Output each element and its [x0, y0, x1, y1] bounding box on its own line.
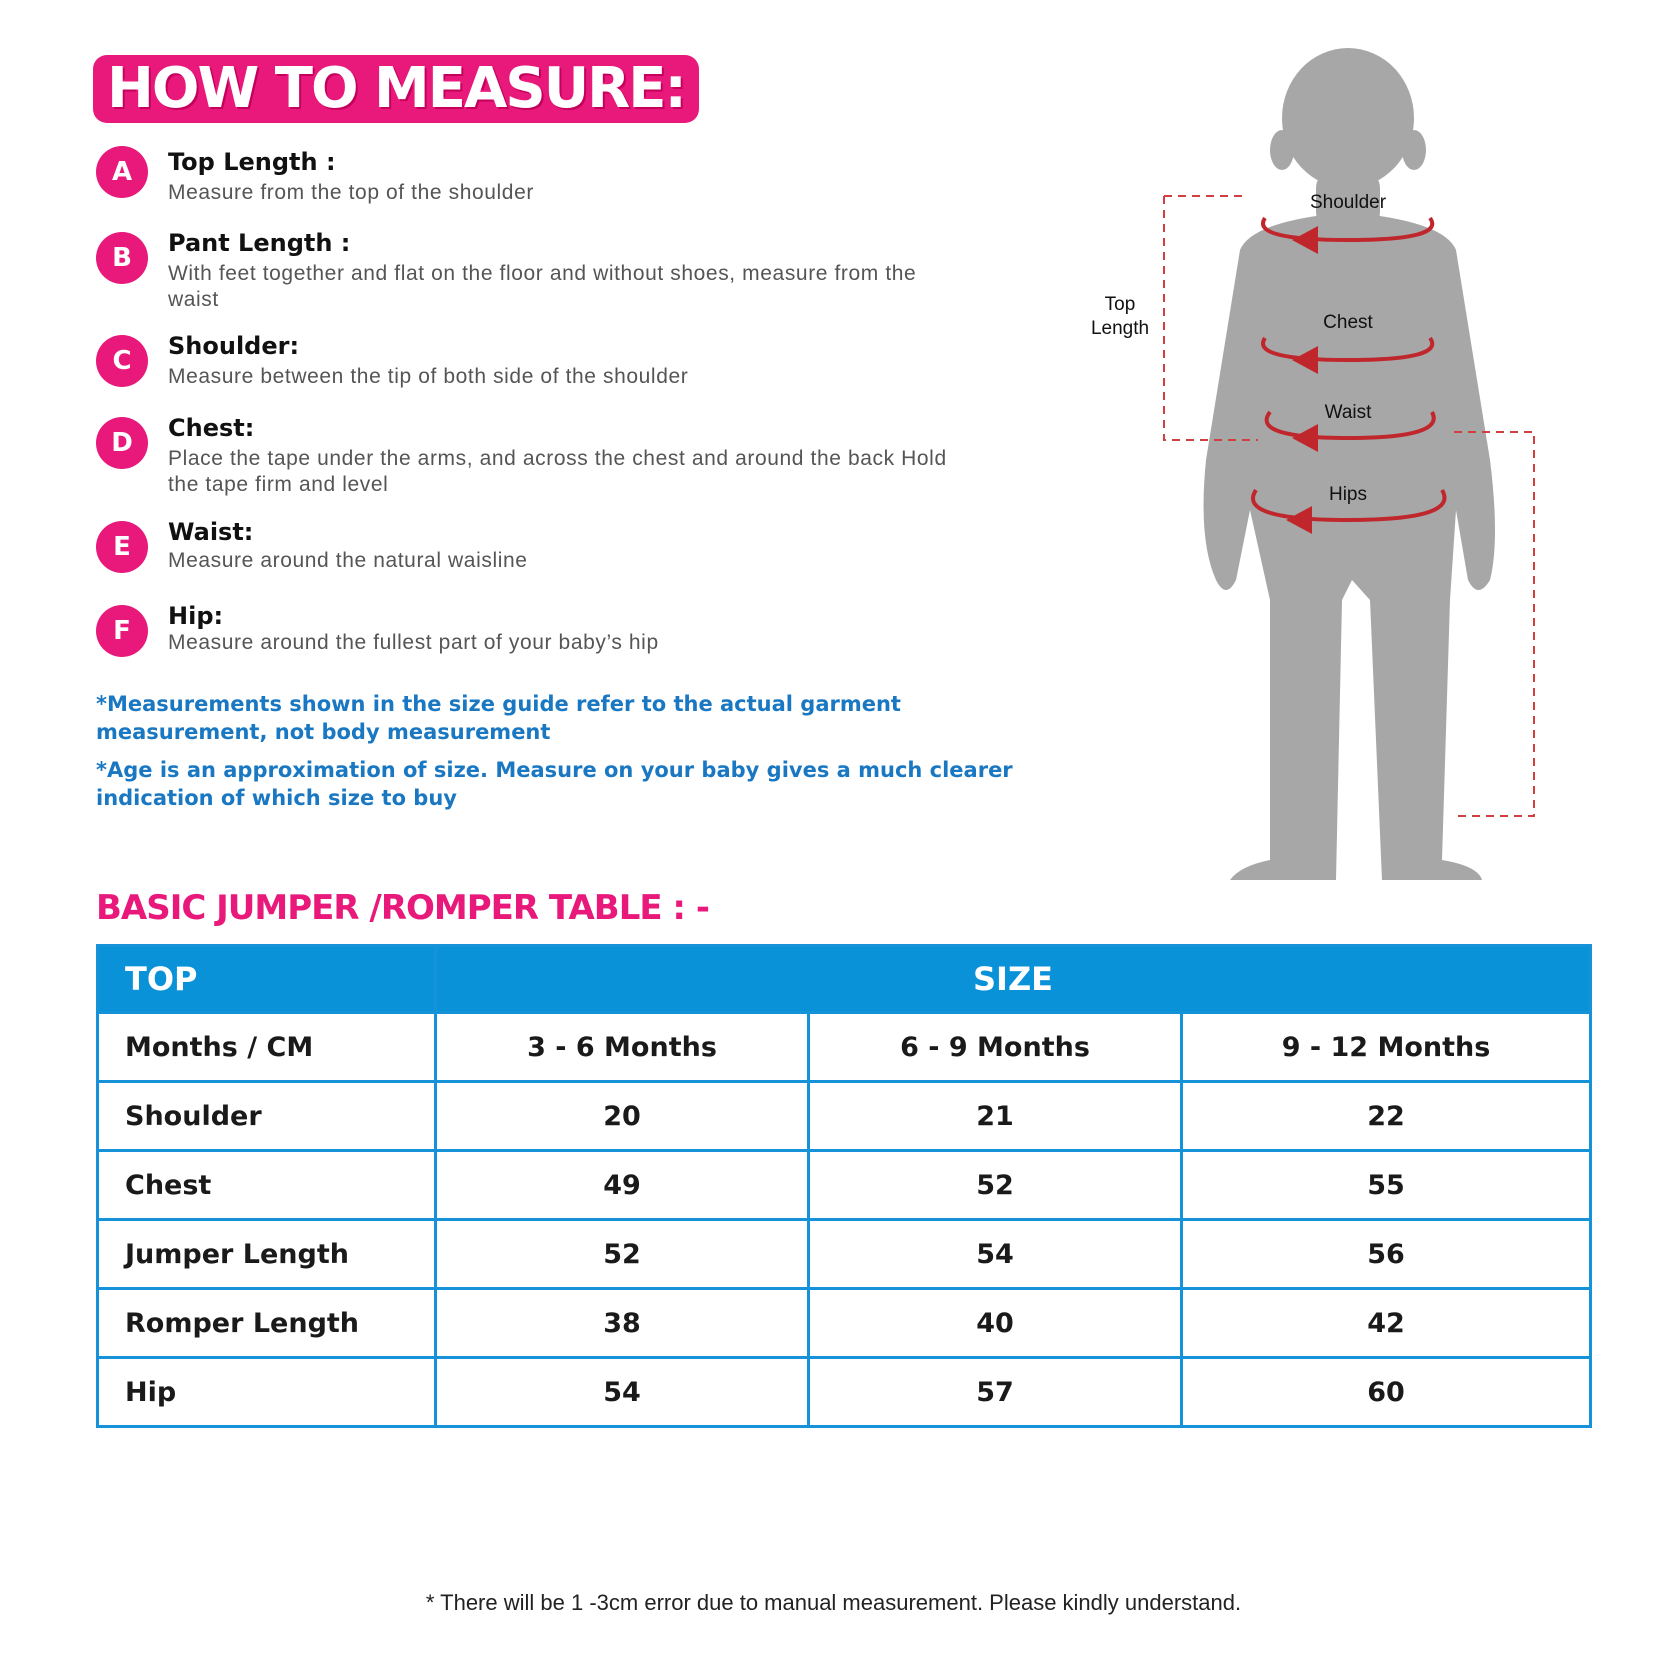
table-cell: 20 [436, 1082, 809, 1151]
row-label: Jumper Length [98, 1220, 436, 1289]
child-body-figure [1080, 40, 1640, 880]
table-cell: 40 [809, 1289, 1182, 1358]
table-row [98, 1289, 1591, 1358]
footnote: * There will be 1 -3cm error due to manual measurement. Please kindly understand. [425, 1590, 1242, 1615]
row-label: Shoulder [98, 1082, 436, 1151]
column-header: 9 - 12 Months [1182, 1013, 1591, 1082]
table-title: BASIC JUMPER /ROMPER TABLE : - [96, 888, 709, 928]
table-cell: 57 [809, 1358, 1182, 1427]
table-cell: 38 [436, 1289, 809, 1358]
step-badge: C [96, 335, 148, 387]
table-row [98, 1013, 1591, 1082]
step-title: Chest: [168, 414, 255, 442]
note-age: *Age is an approximation of size. Measure on your baby gives a much clearer indication of which size to buy [96, 758, 1013, 810]
table-header-row [98, 946, 1591, 1013]
row-label: Hip [98, 1358, 436, 1427]
table-cell: 22 [1182, 1082, 1591, 1151]
step-title: Hip: [168, 602, 224, 630]
row-label: Romper Length [98, 1289, 436, 1358]
step-badge: F [96, 605, 148, 657]
page-title: HOW TO MEASURE: [93, 55, 699, 123]
step-desc: Measure from the top of the shoulder [168, 181, 534, 204]
step-desc: With feet together and flat on the floor and without shoes, measure from the waist [168, 262, 917, 311]
top-length-label-line1: Top [1104, 294, 1136, 315]
shoulder-label: Shoulder [1309, 192, 1387, 213]
row-label: Chest [98, 1151, 436, 1220]
chest-label: Chest [1323, 312, 1373, 333]
hips-label: Hips [1328, 484, 1368, 505]
table-cell: 52 [809, 1151, 1182, 1220]
table-cell: 54 [809, 1220, 1182, 1289]
table-row [98, 1082, 1591, 1151]
table-cell: 21 [809, 1082, 1182, 1151]
step-badge: D [96, 417, 148, 469]
table-row [98, 1220, 1591, 1289]
table-row [98, 1151, 1591, 1220]
step-desc: Measure between the tip of both side of the shoulder [168, 365, 689, 388]
table-cell: 52 [436, 1220, 809, 1289]
column-header: Months / CM [98, 1013, 436, 1082]
note-garment: *Measurements shown in the size guide refer to the actual garment measurement, not body measurement [96, 692, 901, 744]
table-cell: 42 [1182, 1289, 1591, 1358]
step-badge: B [96, 232, 148, 284]
step-desc: Measure around the fullest part of your baby’s hip [168, 631, 659, 654]
table-cell: 49 [436, 1151, 809, 1220]
table-cell: 60 [1182, 1358, 1591, 1427]
table-cell: 56 [1182, 1220, 1591, 1289]
table-row [98, 1358, 1591, 1427]
header-size: SIZE [436, 946, 1591, 1013]
waist-label: Waist [1324, 402, 1372, 423]
step-desc: Measure around the natural waisline [168, 549, 528, 572]
step-badge: A [96, 146, 148, 198]
step-badge: E [96, 521, 148, 573]
size-table [96, 944, 1592, 1428]
step-desc: Place the tape under the arms, and across the chest and around the back Hold the tape firm and level [168, 447, 947, 496]
table-cell: 55 [1182, 1151, 1591, 1220]
step-title: Shoulder: [168, 332, 300, 360]
step-title: Waist: [168, 518, 254, 546]
child-silhouette [1204, 48, 1495, 880]
top-length-label-line2: Length [1090, 318, 1150, 339]
step-title: Top Length : [168, 148, 336, 176]
step-title: Pant Length : [168, 229, 351, 257]
column-header: 6 - 9 Months [809, 1013, 1182, 1082]
table-cell: 54 [436, 1358, 809, 1427]
column-header: 3 - 6 Months [436, 1013, 809, 1082]
header-top: TOP [98, 946, 436, 1013]
